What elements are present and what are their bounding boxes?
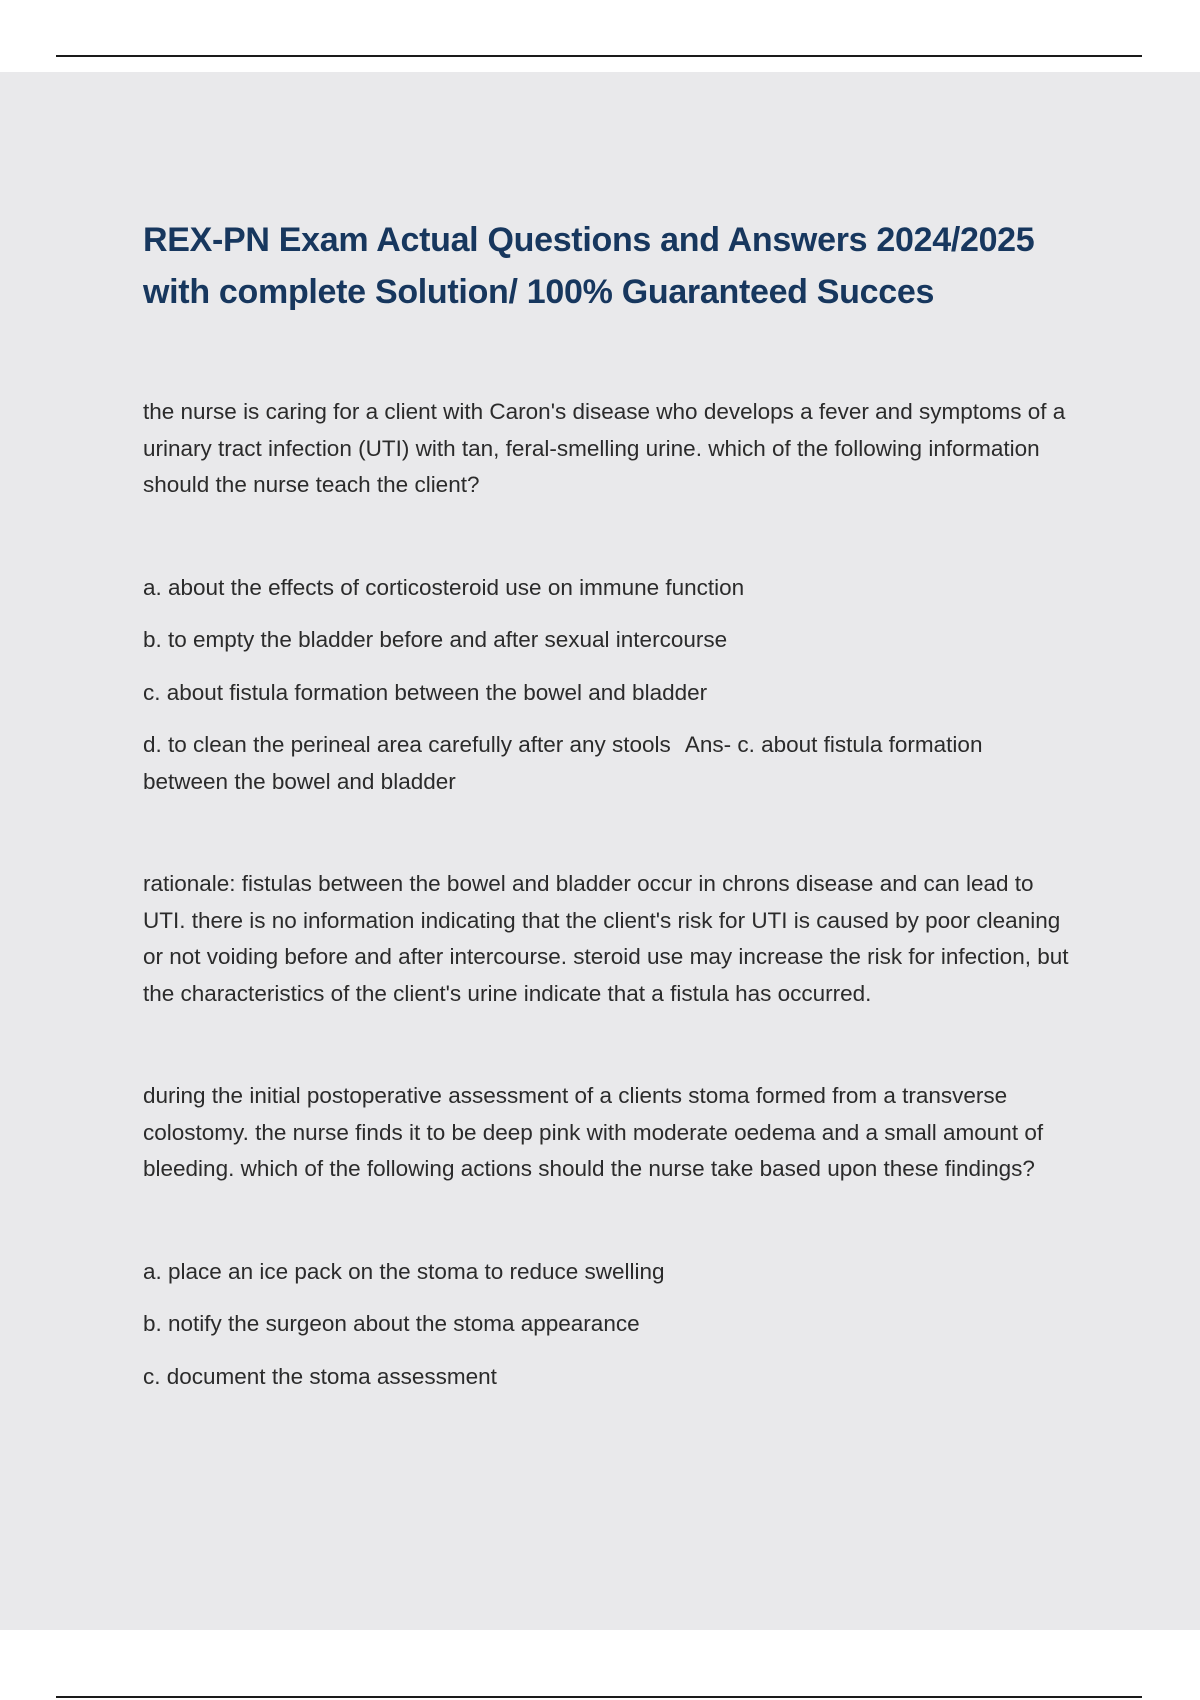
question-1-option-d bbox=[143, 727, 1073, 800]
question-1-option-c: c. about fistula formation between the bowel and bladder bbox=[143, 679, 708, 705]
question-2-text: during the initial postoperative assessment of a clients stoma formed from a transverse colostomy. the nurse finds it to be deep pink with moderate oedema and a small amount of bleeding. which of the following actions should the nurse take based upon these findings? bbox=[143, 1083, 1044, 1181]
question-1-answer: Ans- c. about fistula formation between the bowel and bladder bbox=[143, 732, 983, 794]
question-1-rationale: rationale: fistulas between the bowel and bladder occur in chrons disease and can lead to UTI. there is no information indicating that the client's risk for UTI is caused by poor cleaning or not voiding before and after intercourse. steroid use may increase the risk for infection, but the characteristics of the client's urine indicate that a fistula has occurred. bbox=[143, 871, 1069, 1006]
bottom-divider bbox=[56, 1696, 1142, 1698]
document-content bbox=[143, 214, 1073, 1461]
question-1-option-a: a. about the effects of corticosteroid use on immune function bbox=[143, 574, 745, 600]
document-page bbox=[0, 72, 1200, 1630]
question-1-options bbox=[143, 570, 1073, 801]
question-2-option-a: a. place an ice pack on the stoma to reduce swelling bbox=[143, 1258, 665, 1284]
question-1-text: the nurse is caring for a client with Caron's disease who develops a fever and symptoms of a urinary tract infection (UTI) with tan, feral-smelling urine. which of the following information should the nurse teach the client? bbox=[143, 399, 1066, 497]
question-2-options bbox=[143, 1254, 1073, 1396]
top-divider bbox=[56, 55, 1142, 57]
title-line-1: REX-PN Exam Actual Questions and Answers 2024/2025 bbox=[143, 221, 1035, 259]
question-2-option-c: c. document the stoma assessment bbox=[143, 1363, 497, 1389]
question-1-option-d-text: d. to clean the perineal area carefully after any stools bbox=[143, 732, 671, 757]
question-1-option-b: b. to empty the bladder before and after sexual intercourse bbox=[143, 627, 728, 652]
document-title bbox=[143, 214, 1073, 318]
title-line-2: with complete Solution/ 100% Guaranteed Succes bbox=[143, 273, 935, 311]
question-2-option-b: b. notify the surgeon about the stoma appearance bbox=[143, 1311, 640, 1336]
